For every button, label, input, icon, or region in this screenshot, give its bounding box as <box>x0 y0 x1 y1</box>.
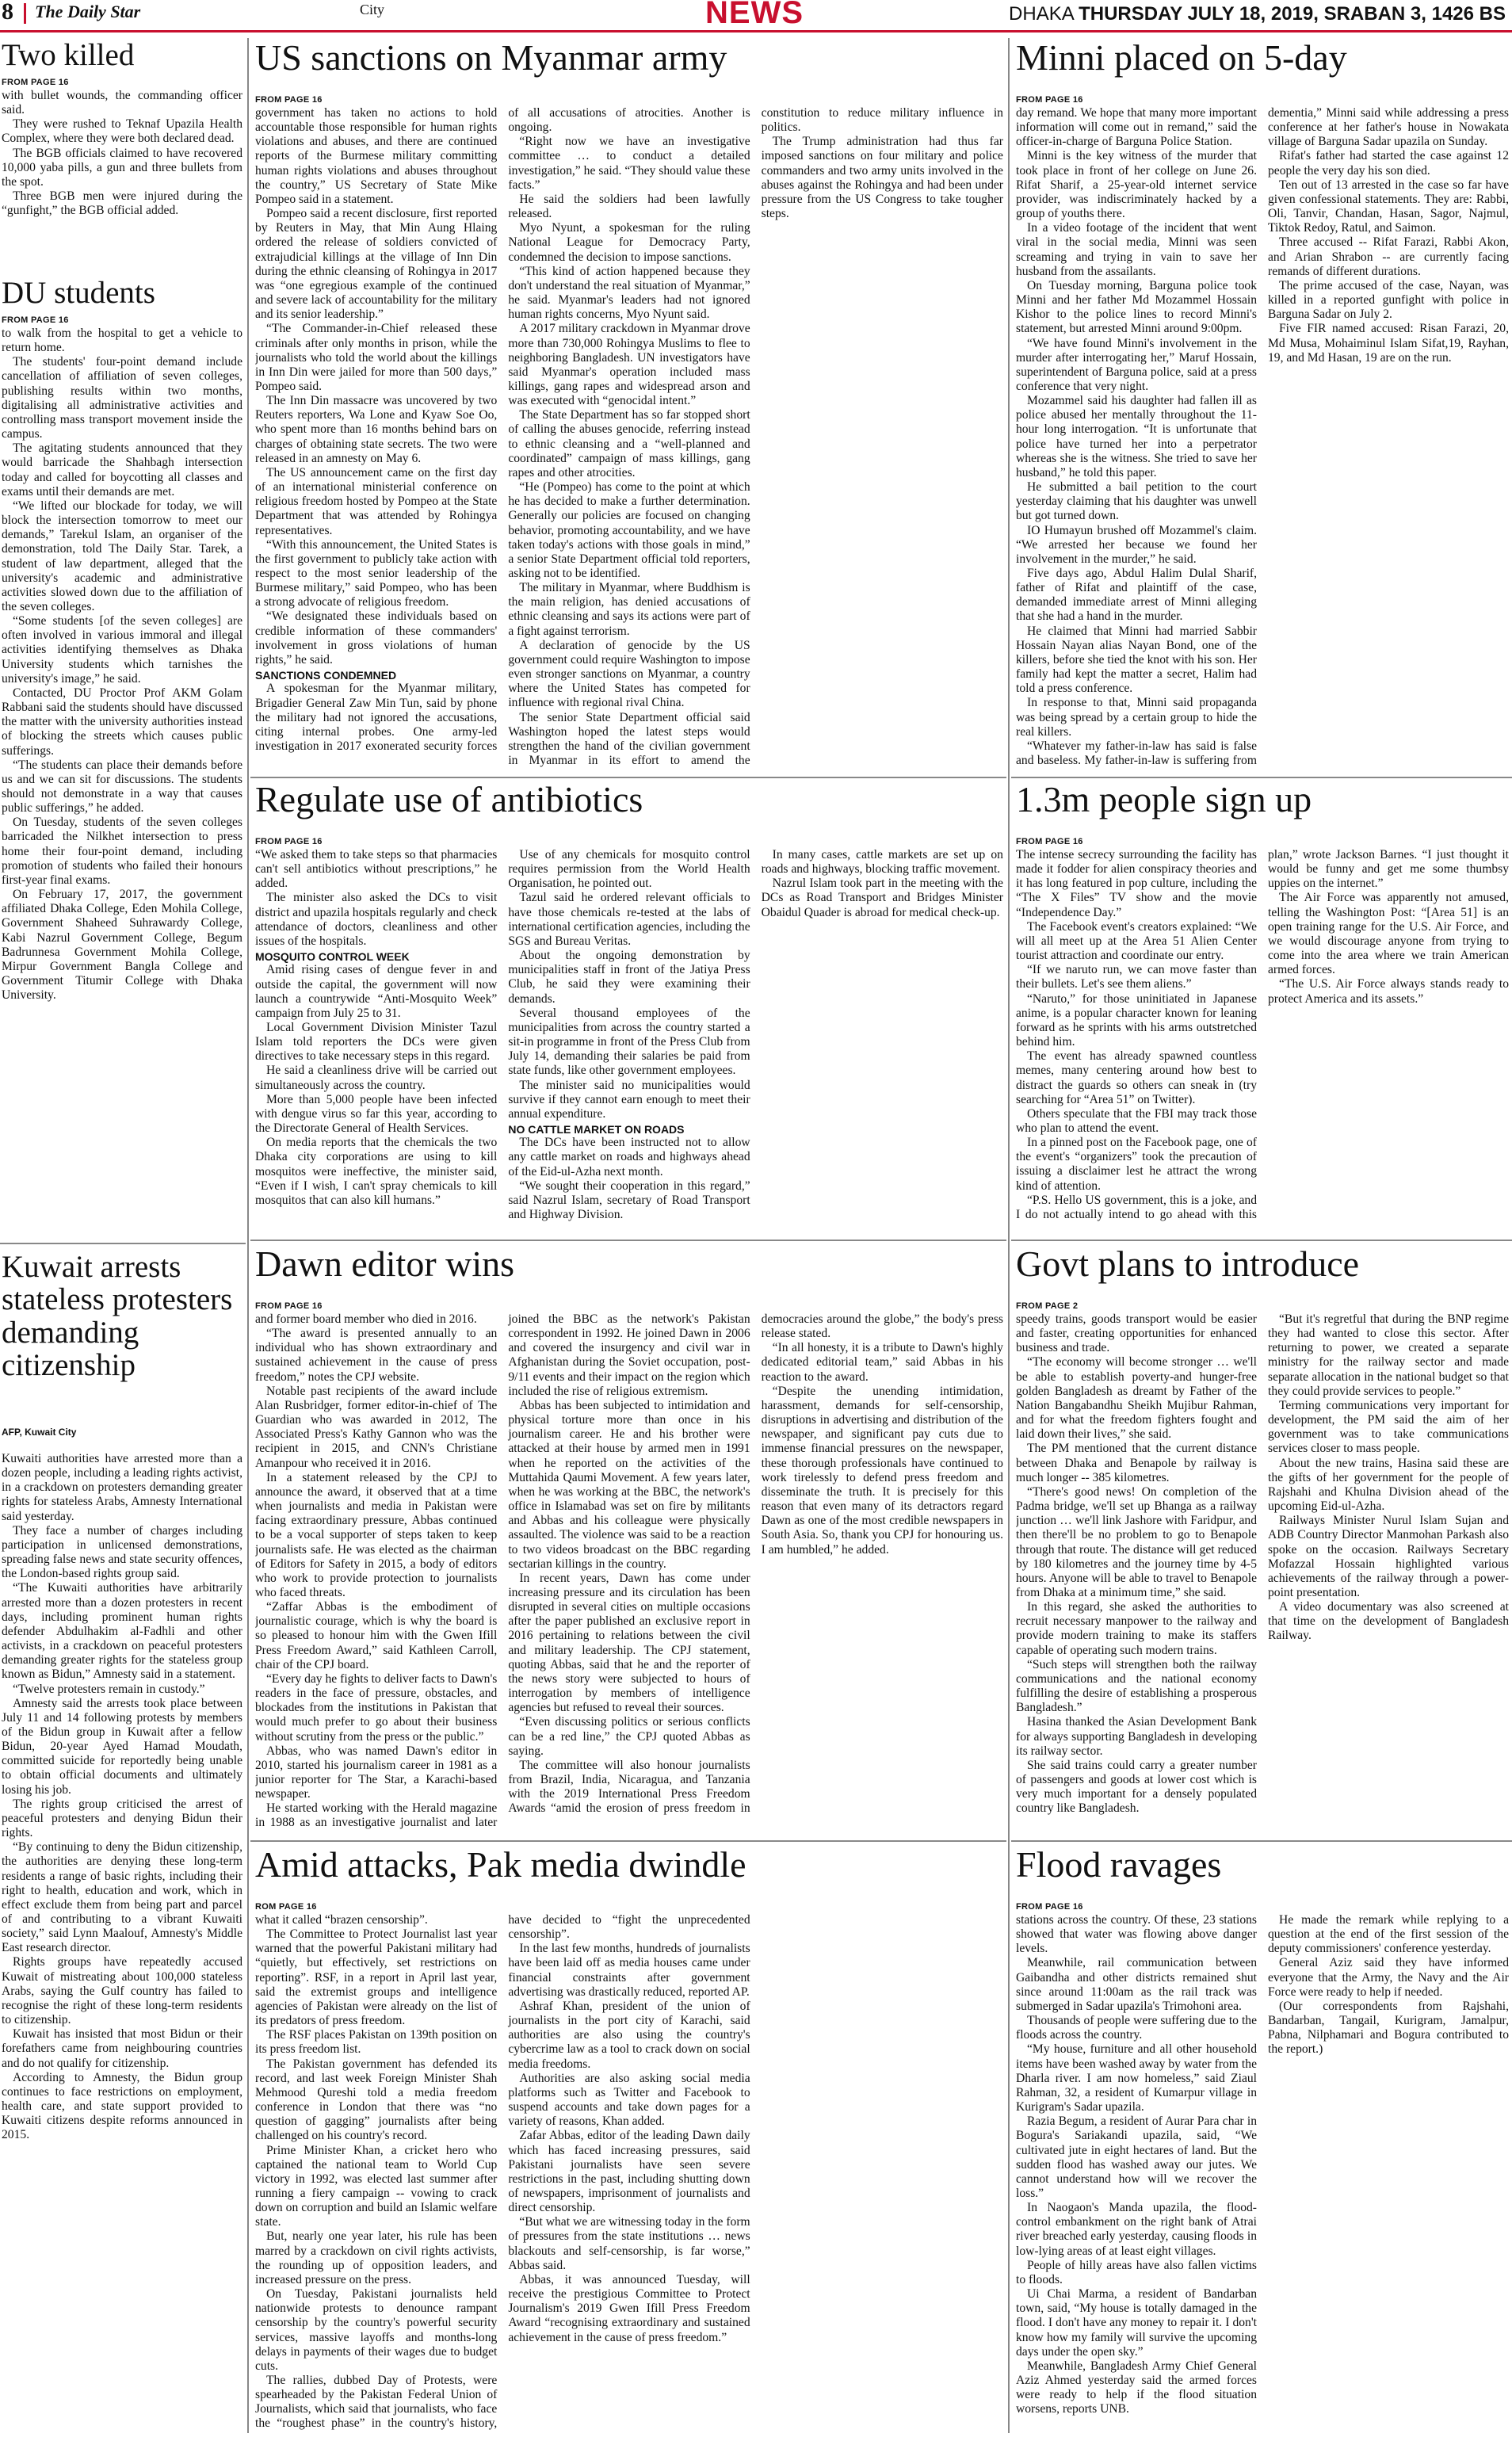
paragraph: The military in Myanmar, where Buddhism is the main religion, has denied accusations of ethnic cleansing and says its actions were part of a fight against terrorism. <box>508 581 750 638</box>
paragraph: On Tuesday, Pakistani journalists held nationwide protests to denounce rampant censorship by the country's powerful security services, massive layoffs and months-long delays in payments of their wages due to budget cuts. <box>255 2287 498 2373</box>
dateline <box>1009 3 1506 25</box>
paragraph: In response to that, Minni said propaganda was being spread by a certain group to hide the real killers. <box>1016 696 1257 739</box>
paragraph: “Right now we have an investigative committee … to conduct a detailed investigation,” he said. “They should value these facts.” <box>508 135 750 192</box>
paragraph: Amnesty said the arrests took place between July 11 and 14 following protests by members of the Bidun group in Kuwait after a fellow Bidun, 20-year Ayed Hamad Moudath, committed suicide for reportedly being unable to obtain official documents and ultimately losing his job. <box>2 1696 242 1797</box>
paragraph: Kuwait has insisted that most Bidun or their forefathers came from neighbouring countries and do not qualify for citizenship. <box>2 2027 242 2070</box>
paragraph: “But what we are witnessing today in the form of pressures from the state institutions … news blackouts and self-censorship, is far worse,” Abbas said. <box>508 2215 750 2272</box>
headline-us-sanctions: US sanctions on Myanmar army <box>255 37 727 78</box>
paragraph: The minister said no municipalities would survive if they cannot earn enough to meet their annual expenditure. <box>508 1078 750 1121</box>
paragraph: The DCs have been instructed not to allow any cattle market on roads and highways ahead of the Eid-ul-Azha next month. <box>508 1136 750 1178</box>
article-govt-plans <box>1016 1312 1509 1837</box>
paragraph: Razia Begum, a resident of Aurar Para char in Bogura's Sariakandi upazila, said, “We cultivated jute in eight hectares of land. But the sudden flood has washed away our jutes. We cannot understand how will we recover the loss.” <box>1016 2114 1257 2200</box>
paragraph: He claimed that Minni had married Sabbir Hossain Nayan alias Nayan Bond, one of the killers, before she tied the knot with his son. Her family had kept the matter a secret, Halim had told a press conference. <box>1016 624 1257 696</box>
paragraph: The senior State Department official said Washington hoped the latest steps would strengthen the hand of the civilian government in Myanmar in its effort to amend the constitution to reduce military influence in politics. <box>508 106 1003 768</box>
paragraph: On media reports that the chemicals the two Dhaka city corporations are using to kill mosquitos were ineffective, the minister said, “Even if I wish, I can't spray chemicals to kill mosquitos that can also kill humans.” <box>255 1136 498 1207</box>
paragraph: “The economy will become stronger … we'll be able to establish poverty-and hunger-free golden Bangladesh as dreamt by Father of the Nation Bangabandhu Sheikh Mujibur Rahman, and for what the freedom fighters fought and laid down their lives,” she said. <box>1016 1355 1257 1442</box>
article-kuwait <box>2 1452 242 2435</box>
column-rule <box>1008 38 1010 2433</box>
paragraph: In Naogaon's Manda upazila, the flood-control embankment on the right bank of Atrai river breached early yesterday, causing floods in low-lying areas of at least eight villages. <box>1016 2201 1257 2258</box>
kicker: FROM PAGE 16 <box>255 95 323 105</box>
paragraph: Local Government Division Minister Tazul Islam told reporters the DCs were given directives to take necessary steps in this regard. <box>255 1021 498 1064</box>
paragraph: “There's good news! On completion of the Padma bridge, we'll set up Bhanga as a railway junction … we'll link Jashore with Faridpur, and then there'll be no problem to go to Benapole through that route. The distance will get reduced by 180 kilometres and the journey time by 4-5 hours. Anyone will be able to travel to Benapole from Dhaka at a minimum time,” she said. <box>1016 1484 1257 1599</box>
section-rule <box>1011 1240 1512 1241</box>
masthead-bar <box>0 0 1512 29</box>
paragraph: Abbas has been subjected to intimidation and physical torture more than once in his journalism career. He and his brother were attacked at their house by armed men in 1991 when he reported on the activities of the Muttahida Qaumi Movement. A few years later, when he was working at the BBC, the network's office in Islamabad was set on fire by militants and Abbas and his colleague were physically assaulted. The violence was said to be a reaction to two videos broadcast on the BBC regarding sectarian killings in the country. <box>508 1398 750 1571</box>
column-rule <box>247 38 249 2433</box>
subheading: MOSQUITO CONTROL WEEK <box>255 950 410 964</box>
paragraph: Abbas, it was announced Tuesday, will receive the prestigious Committee to Protect Journalism's 2019 Gwen Ifill Press Freedom Award “recognising extraordinary and sustained achievement in the cause of press freedom.” <box>508 2272 750 2344</box>
paragraph: Tazul said he ordered relevant officials to have those chemicals re-tested at the labs of international certification agencies, including the SGS and Bureau Veritas. <box>508 891 750 948</box>
paragraph: stations across the country. Of these, 23 stations showed that water was flowing above danger levels. <box>1016 1913 1257 1956</box>
article-du-students <box>2 327 242 1238</box>
article-minni <box>1016 106 1509 774</box>
headline-antibiotics: Regulate use of antibiotics <box>255 779 643 819</box>
paragraph: “The students can place their demands before us and we can sit for discussions. The students should not demonstrate in a way that causes public sufferings,” he added. <box>2 758 242 816</box>
headline-kuwait: Kuwait arrests stateless protesters demanding citizenship <box>2 1250 233 1382</box>
paragraph: “With this announcement, the United States is the first government to publicly take action with respect to the most senior leadership of the Burmese military,” said Pompeo, who has been a strong advocate of religious freedom. <box>255 537 498 609</box>
paragraph: Zafar Abbas, editor of the leading Dawn daily which has faced increasing pressures, said Pakistani journalists have seen severe restrictions in the past, including shutting down of newspapers, imprisonment of journalists and direct censorship. <box>508 2129 750 2215</box>
paragraph: speedy trains, goods transport would be easier and faster, creating opportunities for enhanced business and trade. <box>1016 1312 1257 1355</box>
paragraph: Five days ago, Abdul Halim Dulal Sharif, father of Rifat and plaintiff of the case, demanded immediate arrest of Minni alleging that she had a hand in the murder. <box>1016 567 1257 624</box>
paragraph: But, nearly one year later, his rule has been marred by a crackdown on civil rights activists, the rounding up of opposition leaders, and increased pressure on the press. <box>255 2229 498 2286</box>
paragraph: “By continuing to deny the Bidun citizenship, the authorities are denying these long-term residents a range of basic rights, including their right to health, education and work, which in effect exclude them from being part and parcel of and contributing to a vibrant Kuwaiti society,” said Lynn Maalouf, Amnesty's Middle East research director. <box>2 1840 242 1955</box>
section-rule <box>250 1240 1006 1241</box>
section-rule <box>1011 777 1512 778</box>
paragraph: “Despite the unending intimidation, harassment, demands for self-censorship, disruptions in advertising and distribution of the newspaper, and significant pay cuts due to immense financial pressures on the newspaper, these thorough professionals have continued to work tirelessly to defend press freedom and disseminate the truth. It is precisely for this reason that even many of its detractors regard Dawn as one of the most credible newspapers in South Asia. So, thank you CPJ for honouring us. I am humbled,” he added. <box>761 1384 1003 1557</box>
paragraph: The RSF places Pakistan on 139th position on its press freedom list. <box>255 2028 498 2057</box>
paragraph: “Some students [of the seven colleges] are often involved in various immoral and illegal activities identifying themselves as Dhaka University students which tarnishes the university's image,” he said. <box>2 614 242 686</box>
paragraph: “We sought their cooperation in this regard,” said Nazrul Islam, secretary of Road Transport and Highway Division. <box>508 1178 750 1222</box>
paragraph: The prime accused of the case, Nayan, was killed in a reported gunfight with police in Barguna Sadar on July 2. <box>1268 278 1509 322</box>
paragraph: “Twelve protesters remain in custody.” <box>13 1682 205 1696</box>
top-rule <box>0 30 1512 32</box>
paragraph: “My house, furniture and all other household items have been washed away by water from the Dharla river. I am now homeless,” said Ziaul Rahman, 32, a resident of Kumarpur village in Kurigram's Sadar upazila. <box>1016 2042 1257 2114</box>
paragraph: The Facebook event's creators explained: “We will all meet up at the Area 51 Alien Center tourist attraction and coordinate our entry. <box>1016 919 1257 963</box>
page-number: 8 <box>2 0 13 25</box>
section-name: City <box>360 2 385 17</box>
paragraph: Rifat's father had started the case against 12 people the very day his son died. <box>1268 149 1509 178</box>
paragraph: “If we naruto run, we can move faster than their bullets. Let's see them aliens.” <box>1016 963 1257 991</box>
paragraph: The Air Force was apparently not amused, telling the Washington Post: “[Area 51] is an open training range for the U.S. Air Force, and we would discourage anyone from trying to come into the area where we train American armed forces. <box>1268 891 1509 977</box>
headline-flood: Flood ravages <box>1016 1844 1222 1885</box>
article-us-sanctions <box>255 106 1003 774</box>
paragraph: “In all honesty, it is a tribute to Dawn's highly dedicated editorial team,” said Abbas in his reaction to the award. <box>761 1341 1003 1384</box>
headline-two-killed: Two killed <box>2 38 135 72</box>
paragraph: with bullet wounds, the commanding officer said. <box>2 89 242 117</box>
paragraph: Mozammel said his daughter had fallen ill as police abused her mentally throughout the 11-hour long interrogation. “It is unfortunate that police have turned her into a perpetrator whereas she is the witness. She tried to save her husband,” he told this paper. <box>1016 394 1257 479</box>
paragraph: They face a number of charges including participation in unlicensed demonstrations, spreading false news and state security offences, the London-based rights group said. <box>2 1523 242 1581</box>
paragraph: government has taken no actions to hold accountable those responsible for human rights violations and abuses, and there are continued reports of the Burmese military committing human rights violations and abuses throughout the country,” US Secretary of State Mike Pompeo said in a statement. <box>255 106 498 206</box>
paragraph: Minni is the key witness of the murder that took place in front of her college on June 26. Rifat Sharif, a 25-year-old internet service provider, was indiscriminately hacked by a group of youths there. <box>1016 149 1257 221</box>
paragraph: Ui Chai Marma, a resident of Bandarban town, said, “My house is totally damaged in the flood. I don't have any money to repair it. I don't know how my family will survive the upcoming days under the open sky.” <box>1016 2287 1257 2359</box>
paragraph: According to Amnesty, the Bidun group continues to face restrictions on employment, health care, and state support provided to Kuwaiti citizens despite reforms announced in 2015. <box>2 2070 242 2142</box>
paragraph: He started working with the Herald magazine in 1988 as an investigative journalist and later joined the BBC as the network's Pakistan correspondent in 1992. He joined Dawn in 2006 and covered the insurgency and civil war in Afghanistan during the Soviet occupation, post-9/11 events and their impact on the region which included the rise of religious extremism. <box>255 1312 750 1830</box>
paragraph: (Our correspondents from Rajshahi, Bandarban, Tangail, Kurigram, Jamalpur, Pabna, Nilphamari and Bogura contributed to the report.) <box>1268 1999 1509 2057</box>
paragraph: The US announcement came on the first day of an international ministerial conference on religious freedom hosted by Pompeo at the State Department that was attended by Rohingya representatives. <box>255 465 498 537</box>
paragraph: A declaration of genocide by the US government could require Washington to impose even stronger sanctions on Myanmar, a country where the United States has competed for influence with regional rival China. <box>508 638 750 710</box>
paragraph: “P.S. Hello US government, this is a joke, and I do not actually intend to go ahead with this plan,” wrote Jackson Barnes. “I just thought it would be funny and get me some thumbsy uppies on the internet.” <box>1016 848 1509 1221</box>
paragraph: Kuwaiti authorities have arrested more than a dozen people, including a leading rights activist, in a crackdown on protesters demanding greater rights for stateless Arabs, Amnesty International said yesterday. <box>2 1452 242 1523</box>
paragraph: Meanwhile, Bangladesh Army Chief General Aziz Ahmed yesterday said the armed forces were ready to help if the flood situation worsens, reports UNB. <box>1016 2359 1257 2416</box>
paragraph: “But it's regretful that during the BNP regime they had wanted to close this sector. After returning to power, we created a separate ministry for the railway sector and made separate allocation in the national budget so that they could provide services to people.” <box>1268 1312 1509 1398</box>
paragraph: She said trains could carry a greater number of passengers and goods at lower cost which is very much important for a densely populated country like Bangladesh. <box>1016 1758 1257 1816</box>
article-area51 <box>1016 848 1509 1236</box>
paragraph: He made the remark while replying to a question at the end of the first session of the deputy commissioners' conference yesterday. <box>1268 1913 1509 1956</box>
kicker: ROM PAGE 16 <box>255 1902 317 1912</box>
headline-dawn-editor: Dawn editor wins <box>255 1243 515 1284</box>
paragraph: day remand. We hope that many more important information will come out in remand,” said the officer-in-charge of Barguna Police Station. <box>1016 106 1257 149</box>
paragraph: “We have found Minni's involvement in the murder after interrogating her,” Maruf Hossain, superintendent of Barguna police, said at a press conference that very night. <box>1016 336 1257 393</box>
paragraph: In many cases, cattle markets are set up on roads and highways, blocking traffic movement. <box>761 848 1003 877</box>
paragraph: Three BGB men were injured during the “gunfight,” the BGB official added. <box>2 189 242 218</box>
paragraph: “The Kuwaiti authorities have arbitrarily arrested more than a dozen protesters in recent days, including prominent human rights defender Abdulhakim al-Fadhli and other activists, in a crackdown on peaceful protesters demanding greater rights for the stateless group known as Bidun,” Amnesty said in a statement. <box>2 1581 242 1682</box>
kicker: FROM PAGE 16 <box>255 837 323 846</box>
paragraph: “Even discussing politics or serious conflicts can be a red line,” the CPJ quoted Abbas as saying. <box>508 1715 750 1758</box>
paragraph: He submitted a bail petition to the court yesterday claiming that his daughter was unwell but got turned down. <box>1016 480 1257 523</box>
paragraph: A spokesman for the Myanmar military, Brigadier General Zaw Min Tun, said by phone the military had not ignored the accusations, citing internal probes. One army-led investigation in 2017 exonerated security forces of all accusations of atrocities. Another is ongoing. <box>255 106 750 754</box>
section-rule <box>0 1243 246 1244</box>
byline: AFP, Kuwait City <box>2 1427 77 1438</box>
paragraph: Use of any chemicals for mosquito control requires permission from the World Health Organisation, he pointed out. <box>508 848 750 891</box>
paragraph: Rights groups have repeatedly accused Kuwait of mistreating about 100,000 stateless Arabs, saying the Gulf country has failed to recognise the right of these long-term residents to citizenship. <box>2 1955 242 2027</box>
paragraph: “Whatever my father-in-law has said is false and baseless. My father-in-law is suffering from dementia,” Minni said while addressing a press conference at her father's house in Nowakata village of Barguna Sadar upazila on Sunday. <box>1016 106 1509 768</box>
paragraph: More than 5,000 people have been infected with dengue virus so far this year, according to the Directorate General of Health Services. <box>255 1092 498 1136</box>
article-two-killed <box>2 89 242 266</box>
paragraph: The rallies, dubbed Day of Protests, were spearheaded by the Pakistan Federal Union of Journalists, which said that journalists, who face the “roughest phase” in the country's history, have decided to “fight the unprecedented censorship”. <box>255 1913 750 2431</box>
paragraph: Three accused -- Rifat Farazi, Rabbi Akon, and Arian Shrabon -- are currently facing remands of different durations. <box>1268 235 1509 278</box>
paragraph: “Such steps will strengthen both the railway communications and the national economy fulfilling the desire of establishing a prosperous Bangladesh.” <box>1016 1657 1257 1715</box>
paragraph: In a pinned post on the Facebook page, one of the event's “organizers” took the precaution of issuing a disclaimer lest he attract the wrong kind of attention. <box>1016 1136 1257 1193</box>
paragraph: In a statement released by the CPJ to announce the award, it observed that at a time when journalists and media in Pakistan were facing extraordinary pressure, Abbas continued to be a vocal supporter of steps taken to keep journalists safe. He was elected as the chairman of Editors for Safety in 2015, a body of editors who work to provide protection to journalists who faced threats. <box>255 1470 498 1599</box>
headline-area51: 1.3m people sign up <box>1016 779 1312 819</box>
paragraph: Hasina thanked the Asian Development Bank for always supporting Bangladesh in developing its railway sector. <box>1016 1715 1257 1758</box>
paragraph: In the last few months, hundreds of journalists have been laid off as media houses came under financial constraints after government advertising was drastically reduced, reported AP. <box>508 1942 750 1999</box>
paragraph: Nazrul Islam took part in the meeting with the DCs as Road Transport and Bridges Minister Obaidul Quader is abroad for medical check-up. <box>761 877 1003 919</box>
article-flood <box>1016 1913 1509 2436</box>
paragraph: In this regard, she asked the authorities to recruit necessary manpower to the railway and provide modern training to make its staffers capable of operating such modern trains. <box>1016 1600 1257 1657</box>
paragraph: On Tuesday, students of the seven colleges barricaded the Nilkhet intersection to press home their four-point demand, including promotion of students who failed their honours first-year final exams. <box>2 816 242 887</box>
article-pak-media <box>255 1913 1003 2436</box>
paragraph: “Naruto,” for those uninitiated in Japanese anime, is a popular character known for leaning forward as he sprints with his arms outstretched behind him. <box>1016 991 1257 1049</box>
paragraph: The committee will also honour journalists from Brazil, India, Nicaragua, and Tanzania with the 2019 International Press Freedom Awards “amid the erosion of press freedom in democracies around the globe,” the body's press release stated. <box>508 1312 1003 1816</box>
paragraph: Prime Minister Khan, a cricket hero who captained the national team to World Cup victory in 1992, was elected last summer after running a fiery campaign -- vowing to crack down on corruption and build an Islamic welfare state. <box>255 2143 498 2229</box>
paragraph: The Inn Din massacre was uncovered by two Reuters reporters, Wa Lone and Kyaw Soe Oo, who spent more than 16 months behind bars on charges of obtaining state secrets. The two were released in an amnesty on May 6. <box>255 394 498 465</box>
paragraph: The State Department has so far stopped short of calling the abuses genocide, referring instead to ethnic cleansing and a “well-planned and coordinated” campaign of mass killings, gang rapes and other atrocities. <box>508 408 750 479</box>
paragraph: “Zaffar Abbas is the embodiment of journalistic courage, which is why the board is so pleased to honour him with the Gwen Ifill Press Freedom Award,” said Kathleen Carroll, chair of the CPJ board. <box>255 1600 498 1671</box>
paragraph: Ashraf Khan, president of the union of journalists in the port city of Karachi, said authorities are also using the country's cybercrime law as a tool to crack down on social media freedoms. <box>508 1999 750 2071</box>
paragraph: Notable past recipients of the award include Alan Rusbridger, former editor-in-chief of The Guardian who was awarded in 2012, The Associated Press's Kathy Gannon who was the recipient in 2015, and CNN's Christiane Amanpour who received it in 2016. <box>255 1384 498 1470</box>
paragraph: In a video footage of the incident that went viral in the social media, Minni was seen screaming and trying in vain to save her husband from the assailants. <box>1016 221 1257 278</box>
kicker: FROM PAGE 16 <box>1016 1902 1083 1912</box>
headline-govt-plans: Govt plans to introduce <box>1016 1243 1360 1284</box>
paragraph: General Aziz said they have informed everyone that the Army, the Navy and the Air Force were ready to help if needed. <box>1268 1956 1509 1999</box>
section-rule <box>1011 1840 1512 1842</box>
paragraph: About the ongoing demonstration by municipalities staff in front of the Jatiya Press Club, he said they were examining their demands. <box>508 949 750 1006</box>
paragraph: “This kind of action happened because they don't understand the real situation of Myanmar,” he said. Myanmar's leaders had not ignored human rights concerns, Myo Nyunt said. <box>508 264 750 322</box>
paragraph: Railways Minister Nurul Islam Sujan and ADB Country Director Manmohan Parkash also spoke on the occasion. Railways Secretary Mofazzal Hossain highlighted various achievements of the railway through a power-point presentation. <box>1268 1514 1509 1599</box>
kicker: FROM PAGE 16 <box>1016 837 1083 846</box>
paragraph: A 2017 military crackdown in Myanmar drove more than 730,000 Rohingya Muslims to flee to neighboring Bangladesh. UN investigators have said Myanmar's operation included mass killings, gang rapes and widespread arson and was executed with “genocidal intent.” <box>508 322 750 408</box>
paragraph: He said the soldiers had been lawfully released. <box>508 192 750 221</box>
paragraph: A video documentary was also screened at that time on the development of Bangladesh Railway. <box>1268 1600 1509 1643</box>
article-antibiotics <box>255 848 1003 1236</box>
paragraph: “The Commander-in-Chief released these criminals after only months in prison, while the journalists who told the world about the killings in Inn Din were jailed for more than 500 days,” Pompeo said. <box>255 322 498 393</box>
section-rule <box>250 777 1006 778</box>
headline-minni: Minni placed on 5-day <box>1016 37 1347 78</box>
paragraph: “Every day he fights to deliver facts to Dawn's readers in the face of pressure, obstacles, and blockades from the institutions in Pakistan that would much prefer to go about their business without scrutiny from the press or the public.” <box>255 1671 498 1744</box>
paragraph: and former board member who died in 2016. <box>255 1312 477 1326</box>
paragraph: Several thousand employees of the municipalities from across the country started a sit-in programme in front of the Press Club from July 14, demanding their salaries be paid from state funds, like other government employees. <box>508 1006 750 1078</box>
paragraph: The agitating students announced that they would barricade the Shahbagh intersection today and called for boycotting all classes and exams until their demands are met. <box>2 441 242 499</box>
paragraph: On February 17, 2017, the government affiliated Dhaka College, Eden Mohila College, Government Shaheed Suhrawardy College, Kabi Nazrul Government College, Begum Badrunnesa Government Mohila College, Mirpur Government Bangla College and Government Titumir College with Dhaka University. <box>2 888 242 1003</box>
section-label: NEWS <box>705 0 804 30</box>
dateline-city: DHAKA <box>1009 3 1074 25</box>
subheading: SANCTIONS CONDEMNED <box>255 669 397 682</box>
subheading: NO CATTLE MARKET ON ROADS <box>508 1122 685 1136</box>
paragraph: Abbas, who was named Dawn's editor in 2010, started his journalism career in 1981 as a junior reporter for The Star, a Karachi-based newspaper. <box>255 1744 498 1801</box>
paragraph: Amid rising cases of dengue fever in and outside the capital, the government will now launch a countrywide “Anti-Mosquito Week” campaign from July 25 to 31. <box>255 963 498 1020</box>
masthead-separator <box>24 3 26 24</box>
kicker: FROM PAGE 16 <box>1016 95 1083 105</box>
paragraph: Ten out of 13 arrested in the case so far have given confessional statements. They are: Rabbi, Oli, Tanvir, Chandan, Hasan, Sagor, Najmul, Tiktok Redoy, Ratul, and Saimon. <box>1268 178 1509 235</box>
paragraph: Meanwhile, rail communication between Gaibandha and other districts remained shut since around 11:00am as the rail track was submerged in Sadar upazila's Trimohoni area. <box>1016 1956 1257 2013</box>
paragraph: People of hilly areas have also fallen victims to floods. <box>1016 2258 1257 2286</box>
paragraph: The rights group criticised the arrest of peaceful protesters and denying Bidun their rights. <box>2 1797 242 1840</box>
paragraph: Five FIR named accused: Risan Farazi, 20, Md Musa, Mohaiminul Islam Sifat,19, Rayhan, 19, and Md Hasan, 19 are on the run. <box>1268 322 1509 365</box>
paragraph: Myo Nyunt, a spokesman for the ruling National League for Democracy Party, condemned the decision to impose sanctions. <box>508 221 750 264</box>
paragraph: “The award is presented annually to an individual who has shown extraordinary and sustained achievement in the cause of press freedom,” notes the CPJ website. <box>255 1327 498 1384</box>
kicker: FROM PAGE 16 <box>255 1301 323 1311</box>
paragraph: “The U.S. Air Force always stands ready to protect America and its assets.” <box>1268 977 1509 1006</box>
paragraph: “He (Pompeo) has come to the point at which he has decided to make a further determination. Generally our policies are focused on changing behavior, promoting accountability, and we have taken today's actions with those goals in mind,” a senior State Department official told reporters, asking not to be identified. <box>508 480 750 580</box>
paragraph: “We designated these individuals based on credible information of these commanders' involvement in gross violations of human rights,” he said. <box>255 609 498 667</box>
paragraph: what it called “brazen censorship”. <box>255 1913 428 1927</box>
section-rule <box>250 1840 1006 1842</box>
paragraph: In recent years, Dawn has come under increasing pressure and its circulation has been disrupted in several cities on multiple occasions after the paper published an exclusive report in 2016 pertaining to relations between the civil and military leadership. The CPJ statement, quoting Abbas, said that he and the reporter of the news story were subjected to hours of interrogation by members of intelligence agencies but refused to reveal their sources. <box>508 1571 750 1715</box>
paragraph: Others speculate that the FBI may track those who plan to attend the event. <box>1016 1106 1257 1135</box>
kicker: FROM PAGE 16 <box>2 315 69 325</box>
paragraph: On Tuesday morning, Barguna police took Minni and her father Md Mozammel Hossain Kishor to the police lines to record Minni's statement, but arrested Minni around 9:00pm. <box>1016 278 1257 336</box>
paragraph: The Committee to Protect Journalist last year warned that the powerful Pakistani military had “quietly, but effectively, set restrictions on reporting”. RSF, in a report in April last year, said the extremist groups and intelligence agencies of Pakistan were already on the list of its predators of press freedom. <box>255 1927 498 2028</box>
kicker: FROM PAGE 2 <box>1016 1301 1079 1311</box>
paragraph: The minister also asked the DCs to visit district and upazila hospitals regularly and check attendance of doctors, cleanliness and other issues of the hospitals. <box>255 891 498 948</box>
paragraph: Pompeo said a recent disclosure, first reported by Reuters in May, that Min Aung Hlaing ordered the release of soldiers convicted of extrajudicial killings at the village of Inn Din during the ethnic cleansing of Rohingya in 2017 was “one egregious example of the continued and severe lack of accountability for the military and its senior leadership.” <box>255 207 498 322</box>
paragraph: Contacted, DU Proctor Prof AKM Golam Rabbani said the students should have discussed the matter with the university authorities instead of blocking the streets which causes public sufferings. <box>2 686 242 758</box>
headline-pak-media: Amid attacks, Pak media dwindle <box>255 1844 746 1885</box>
paragraph: About the new trains, Hasina said these are the gifts of her government for the people of Rajshahi and Khulna Division ahead of the upcoming Eid-ul-Azha. <box>1268 1456 1509 1514</box>
paragraph: IO Humayun brushed off Mozammel's claim. “We arrested her because we found her involvement in the murder,” he said. <box>1016 523 1257 566</box>
paragraph: The intense secrecy surrounding the facility has made it fodder for alien conspiracy theories and it has long featured in pop culture, including the “The X Files” TV show and the movie “Independence Day.” <box>1016 848 1257 919</box>
paragraph: “We asked them to take steps so that pharmacies can't sell antibiotics without prescriptions,” he added. <box>255 848 498 891</box>
paragraph: The Pakistan government has defended its record, and last week Foreign Minister Shah Mehmood Qureshi told a media freedom conference in London that there was “no question of gagging” journalists after being challenged on his country's record. <box>255 2057 498 2143</box>
paragraph: Authorities are also asking social media platforms such as Twitter and Facebook to suspend accounts and take down pages for a variety of reasons, Khan added. <box>508 2071 750 2129</box>
paragraph: The event has already spawned countless memes, many centering around how best to distract the guards so others can sneak in (try searching for “Area 51” on Twitter). <box>1016 1049 1257 1106</box>
paragraph: “We lifted our blockade for today, we will block the intersection tomorrow to meet our demands,” Tarekul Islam, an organiser of the demonstration, told The Daily Star. Tarek, a student of law department, alleged that the university's academic and administrative activities slowed down due to the affiliation of the seven colleges. <box>2 499 242 613</box>
dateline-date: THURSDAY JULY 18, 2019, SRABAN 3, 1426 BS <box>1079 3 1506 25</box>
paragraph: The students' four-point demand include cancellation of affiliation of seven colleges, publishing results within two months, digitalising all administrative activities and controlling mass transport movement inside the campus. <box>2 355 242 441</box>
paragraph: The PM mentioned that the current distance between Dhaka and Benapole by railway is much longer -- 385 kilometres. <box>1016 1442 1257 1484</box>
paragraph: Terming communications very important for development, the PM said the aim of her government was to take communications services closer to mass people. <box>1268 1398 1509 1456</box>
paragraph: The BGB officials claimed to have recovered 10,000 yaba pills, a gun and three bullets from the spot. <box>2 146 242 189</box>
kicker: FROM PAGE 16 <box>2 78 69 87</box>
paragraph: Thousands of people were suffering due to the floods across the country. <box>1016 2014 1257 2042</box>
paragraph: to walk from the hospital to get a vehicle to return home. <box>2 327 242 355</box>
paragraph: The Trump administration had thus far imposed sanctions on four military and police commanders and two army units involved in the abuses against the Rohingya and had been under pressure from the US Congress to take tougher steps. <box>761 135 1003 221</box>
paper-name: The Daily Star <box>35 2 141 21</box>
article-dawn-editor <box>255 1312 1003 1837</box>
paragraph: He said a cleanliness drive will be carried out simultaneously across the country. <box>255 1064 498 1092</box>
headline-du-students: DU students <box>2 276 155 310</box>
paragraph: They were rushed to Teknaf Upazila Health Complex, where they were both declared dead. <box>2 117 242 146</box>
